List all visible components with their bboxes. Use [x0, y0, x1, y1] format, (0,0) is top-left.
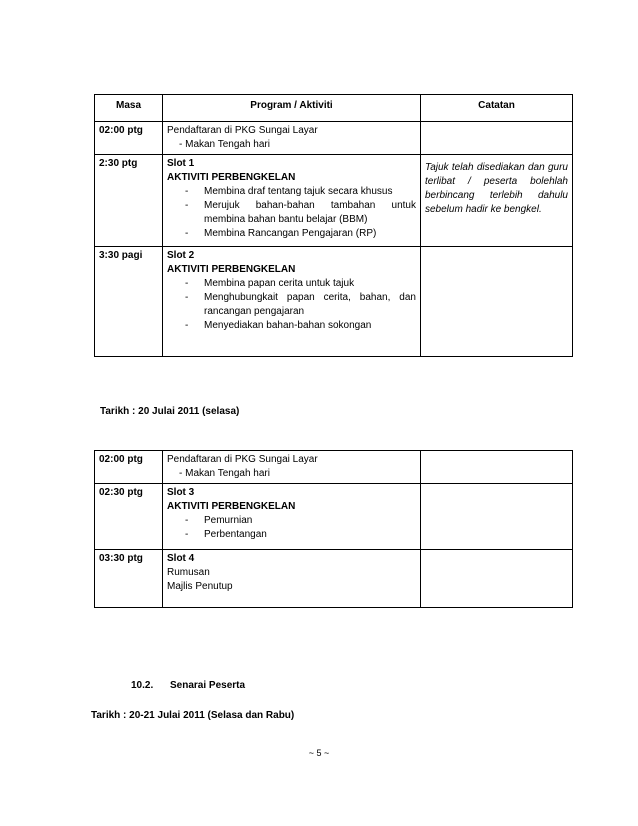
table-row: [95, 451, 573, 484]
header-catatan: Catatan: [421, 95, 573, 122]
header-masa: Masa: [95, 95, 163, 122]
row-program: [163, 155, 421, 247]
program-line: Majlis Penutup: [167, 581, 233, 592]
list-item: - Perbentangan: [185, 529, 267, 540]
section-number: 10.2.: [131, 680, 154, 691]
list-item: - Pemurnian: [185, 515, 253, 526]
table-row: [95, 122, 573, 155]
activity-heading: AKTIVITI PERBENGKELAN: [167, 172, 296, 183]
table-row: [95, 550, 573, 608]
list-item: - Menyediakan bahan-bahan sokongan: [185, 320, 372, 331]
table-row: [95, 247, 573, 357]
row-note: [421, 484, 573, 550]
table-header-row: [95, 95, 573, 122]
row-note: Tajuk telah disediakan dan guru terlibat / peserta bolehlah berbincang terlebih dahulu sebelum hadir ke bengkel.: [421, 155, 573, 247]
program-line: Pendaftaran di PKG Sungai Layar: [167, 125, 318, 136]
activity-heading: AKTIVITI PERBENGKELAN: [167, 501, 296, 512]
row-note: [421, 451, 573, 484]
row-program: [163, 247, 421, 357]
activity-list: [167, 277, 416, 333]
table-row: [95, 484, 573, 550]
section-title: Senarai Peserta: [170, 680, 246, 691]
activity-list: [167, 514, 416, 542]
table-row: [95, 155, 573, 247]
slot-label: Slot 2: [167, 250, 195, 261]
row-time: 3:30 pagi: [95, 247, 163, 357]
row-time: 2:30 ptg: [95, 155, 163, 247]
program-line: Pendaftaran di PKG Sungai Layar: [167, 454, 318, 465]
row-program: [163, 451, 421, 484]
row-time: 02:00 ptg: [95, 122, 163, 155]
row-time: 03:30 ptg: [95, 550, 163, 608]
schedule-table-2: [94, 450, 573, 608]
list-item: - Membina Rancangan Pengajaran (RP): [185, 228, 377, 239]
program-line: - Makan Tengah hari: [179, 468, 270, 479]
date-line: Tarikh : 20 Julai 2011 (selasa): [100, 406, 240, 417]
list-item: - Merujuk bahan-bahan tambahan untuk membina bahan bantu belajar (BBM): [185, 200, 416, 225]
page-number: ~ 5 ~: [308, 748, 330, 758]
list-item: - Membina papan cerita untuk tajuk: [185, 278, 355, 289]
row-note: [421, 247, 573, 357]
program-line: Rumusan: [167, 567, 210, 578]
activity-list: [167, 185, 416, 241]
row-program: [163, 122, 421, 155]
row-time: 02:00 ptg: [95, 451, 163, 484]
row-note: [421, 550, 573, 608]
row-note: [421, 122, 573, 155]
schedule-table-1: [94, 94, 573, 357]
row-time: 02:30 ptg: [95, 484, 163, 550]
header-program: Program / Aktiviti: [163, 95, 421, 122]
program-line: - Makan Tengah hari: [179, 139, 270, 150]
list-item: - Membina draf tentang tajuk secara khusus: [185, 186, 393, 197]
slot-label: Slot 3: [167, 487, 195, 498]
slot-label: Slot 1: [167, 158, 195, 169]
activity-heading: AKTIVITI PERBENGKELAN: [167, 264, 296, 275]
slot-label: Slot 4: [167, 553, 195, 564]
row-program: [163, 484, 421, 550]
list-item: - Menghubungkait papan cerita, bahan, dan rancangan pengajaran: [185, 292, 416, 317]
date-line-2: Tarikh : 20-21 Julai 2011 (Selasa dan Rabu): [91, 710, 295, 721]
row-program: [163, 550, 421, 608]
